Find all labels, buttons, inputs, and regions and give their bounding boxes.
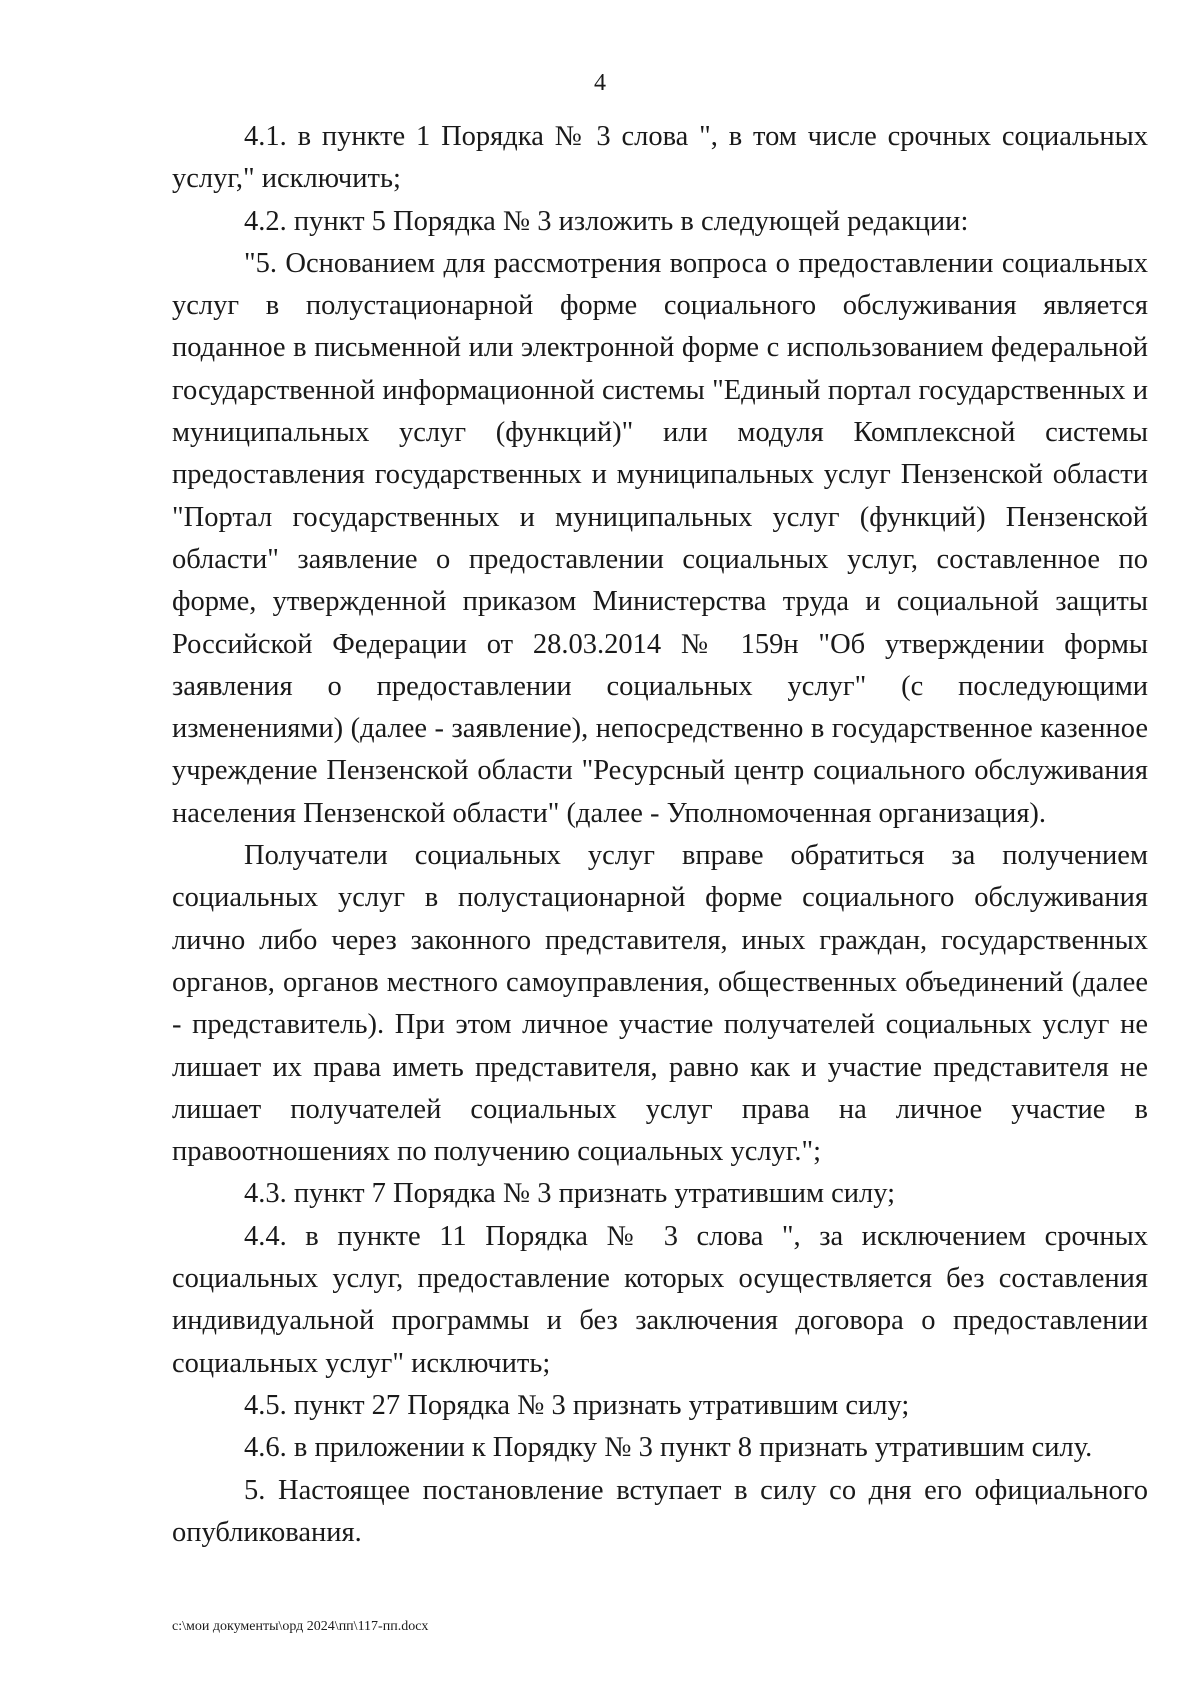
paragraph-4-2: 4.2. пункт 5 Порядка № 3 изложить в следующей редакции:	[244, 205, 969, 237]
page-number: 4	[594, 70, 606, 96]
paragraph-quoted-5: "5. Основанием для рассмотрения вопроса о предоставлении социальных услуг в полустационарной форме социального обслуживания является поданное в письменной или электронной форме с использованием федеральной государственной информационной системы "Единый портал государственных и муниципальных услуг (функций)" или модуля Комплексной системы предоставления государственных и муниципальных услуг Пензенской области "Портал государственных и муниципальных услуг (функций) Пензенской области" заявление о предоставлении социальных услуг, составленное по форме, утвержденной приказом Министерства труда и социальной защиты Российской Федерации от 28.03.2014 № 159н "Об утверждении формы заявления о предоставлении социальных услуг" (с последующими изменениями) (далее - заявление), непосредственно в государственное казенное учреждение Пензенской области "Ресурсный центр социального обслуживания населения Пензенской области" (далее - Уполномоченная организация).	[172, 247, 1148, 829]
paragraph-4-4: 4.4. в пункте 11 Порядка № 3 слова ", за исключением срочных социальных услуг, предоставление которых осуществляется без составления индивидуальной программы и без заключения договора о предоставлении социальных услуг" исключить;	[172, 1220, 1148, 1379]
paragraph-5: 5. Настоящее постановление вступает в силу со дня его официального опубликования.	[172, 1474, 1148, 1548]
paragraph-recipients: Получатели социальных услуг вправе обратиться за получением социальных услуг в полустационарной форме социального обслуживания лично либо через законного представителя, иных граждан, государственных органов, органов местного самоуправления, общественных объединений (далее - представитель). При этом личное участие получателей социальных услуг не лишает их права иметь представителя, равно как и участие представителя не лишает получателей социальных услуг права на личное участие в правоотношениях по получению социальных услуг.";	[172, 840, 1148, 1168]
paragraph-4-5: 4.5. пункт 27 Порядка № 3 признать утратившим силу;	[244, 1389, 910, 1421]
paragraph-4-1: 4.1. в пункте 1 Порядка № 3 слова ", в том числе срочных социальных услуг," исключить;	[172, 121, 1148, 195]
footer-file-path: c:\мои документы\орд 2024\пп\117-пп.docx	[172, 1619, 429, 1634]
document-body	[172, 116, 1148, 1554]
paragraph-4-3: 4.3. пункт 7 Порядка № 3 признать утратившим силу;	[244, 1178, 896, 1210]
paragraph-4-6: 4.6. в приложении к Порядку № 3 пункт 8 признать утратившим силу.	[244, 1432, 1093, 1464]
